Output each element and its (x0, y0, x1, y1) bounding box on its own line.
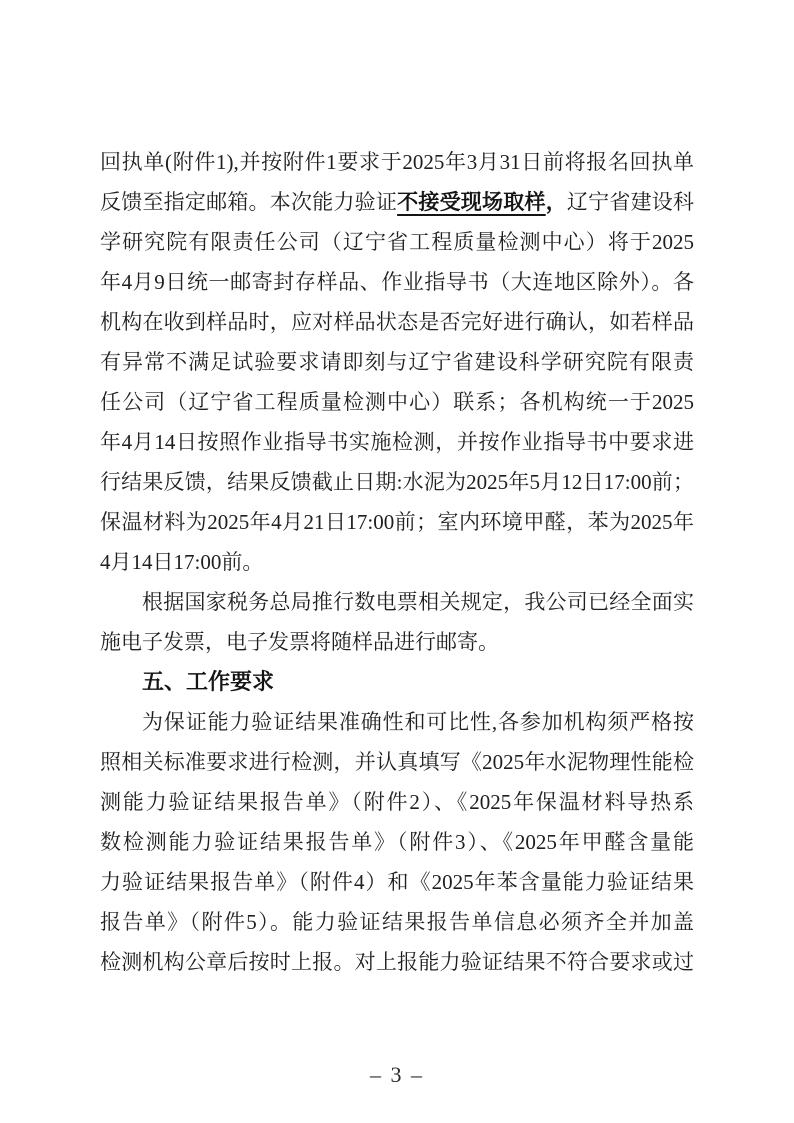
text-run: 根据国家税务总局推行数电票相关规定，我公司已经全面实 (142, 590, 694, 614)
text-run: 年4月9日统一邮寄封存样品、作业指导书（大连地区除外）。各 (100, 270, 694, 294)
text-run: 照相关标准要求进行检测，并认真填写《2025年水泥物理性能检 (100, 750, 694, 774)
text-line-20 (100, 902, 694, 942)
text-line-9 (100, 462, 694, 502)
text-run: 学研究院有限责任公司（辽宁省工程质量检测中心）将于2025 (100, 230, 694, 254)
emphasized-text-run: 五、工作要求 (142, 669, 275, 694)
text-line-1 (100, 142, 694, 182)
emphasized-text-run: 不接受现场取样 (397, 190, 546, 214)
text-line-2 (100, 182, 694, 222)
text-line-18 (100, 822, 694, 862)
text-line-6 (100, 342, 694, 382)
section-heading (100, 662, 694, 702)
text-line-10 (100, 502, 694, 542)
text-run: 测能力验证结果报告单》（附件2）、《2025年保温材料导热系 (100, 790, 694, 814)
text-line-8 (100, 422, 694, 462)
text-run: 4月14日17:00前。 (100, 550, 264, 574)
text-run: 机构在收到样品时，应对样品状态是否完好进行确认，如若样品 (100, 310, 694, 334)
document-content (100, 142, 694, 982)
text-run: 年4月14日按照作业指导书实施检测，并按作业指导书中要求进 (100, 430, 694, 454)
text-run: 检测机构公章后按时上报。对上报能力验证结果不符合要求或过 (100, 950, 694, 974)
text-line-5 (100, 302, 694, 342)
text-run: 为保证能力验证结果准确性和可比性,各参加机构须严格按 (142, 710, 694, 734)
text-line-12 (100, 582, 694, 622)
text-line-7 (100, 382, 694, 422)
text-line-13 (100, 622, 694, 662)
text-run: 力验证结果报告单》（附件4）和《2025年苯含量能力验证结果 (100, 870, 694, 894)
text-line-19 (100, 862, 694, 902)
text-run: 施电子发票，电子发票将随样品进行邮寄。 (100, 630, 499, 654)
text-line-15 (100, 702, 694, 742)
text-run: 辽宁省建设科 (566, 190, 695, 214)
text-line-3 (100, 222, 694, 262)
text-line-4 (100, 262, 694, 302)
text-run: 有异常不满足试验要求请即刻与辽宁省建设科学研究院有限责 (100, 350, 694, 374)
text-run: 行结果反馈，结果反馈截止日期:水泥为2025年5月12日17:00前； (100, 470, 694, 494)
emphasized-text-run: ， (545, 190, 567, 214)
text-run: 反馈至指定邮箱。本次能力验证 (100, 190, 398, 214)
text-run: 任公司（辽宁省工程质量检测中心）联系；各机构统一于2025 (100, 390, 694, 414)
text-line-16 (100, 742, 694, 782)
text-line-11 (100, 542, 694, 582)
text-run: 保温材料为2025年4月21日17:00前；室内环境甲醛，苯为2025年 (100, 510, 694, 534)
text-run: 报告单》（附件5）。能力验证结果报告单信息必须齐全并加盖 (100, 910, 694, 934)
text-run: 数检测能力验证结果报告单》（附件3）、《2025年甲醛含量能 (100, 830, 694, 854)
text-line-17 (100, 782, 694, 822)
text-run: 回执单(附件1),并按附件1要求于2025年3月31日前将报名回执单 (100, 150, 694, 174)
text-line-21 (100, 942, 694, 982)
page-number: – 3 – (370, 1062, 424, 1087)
